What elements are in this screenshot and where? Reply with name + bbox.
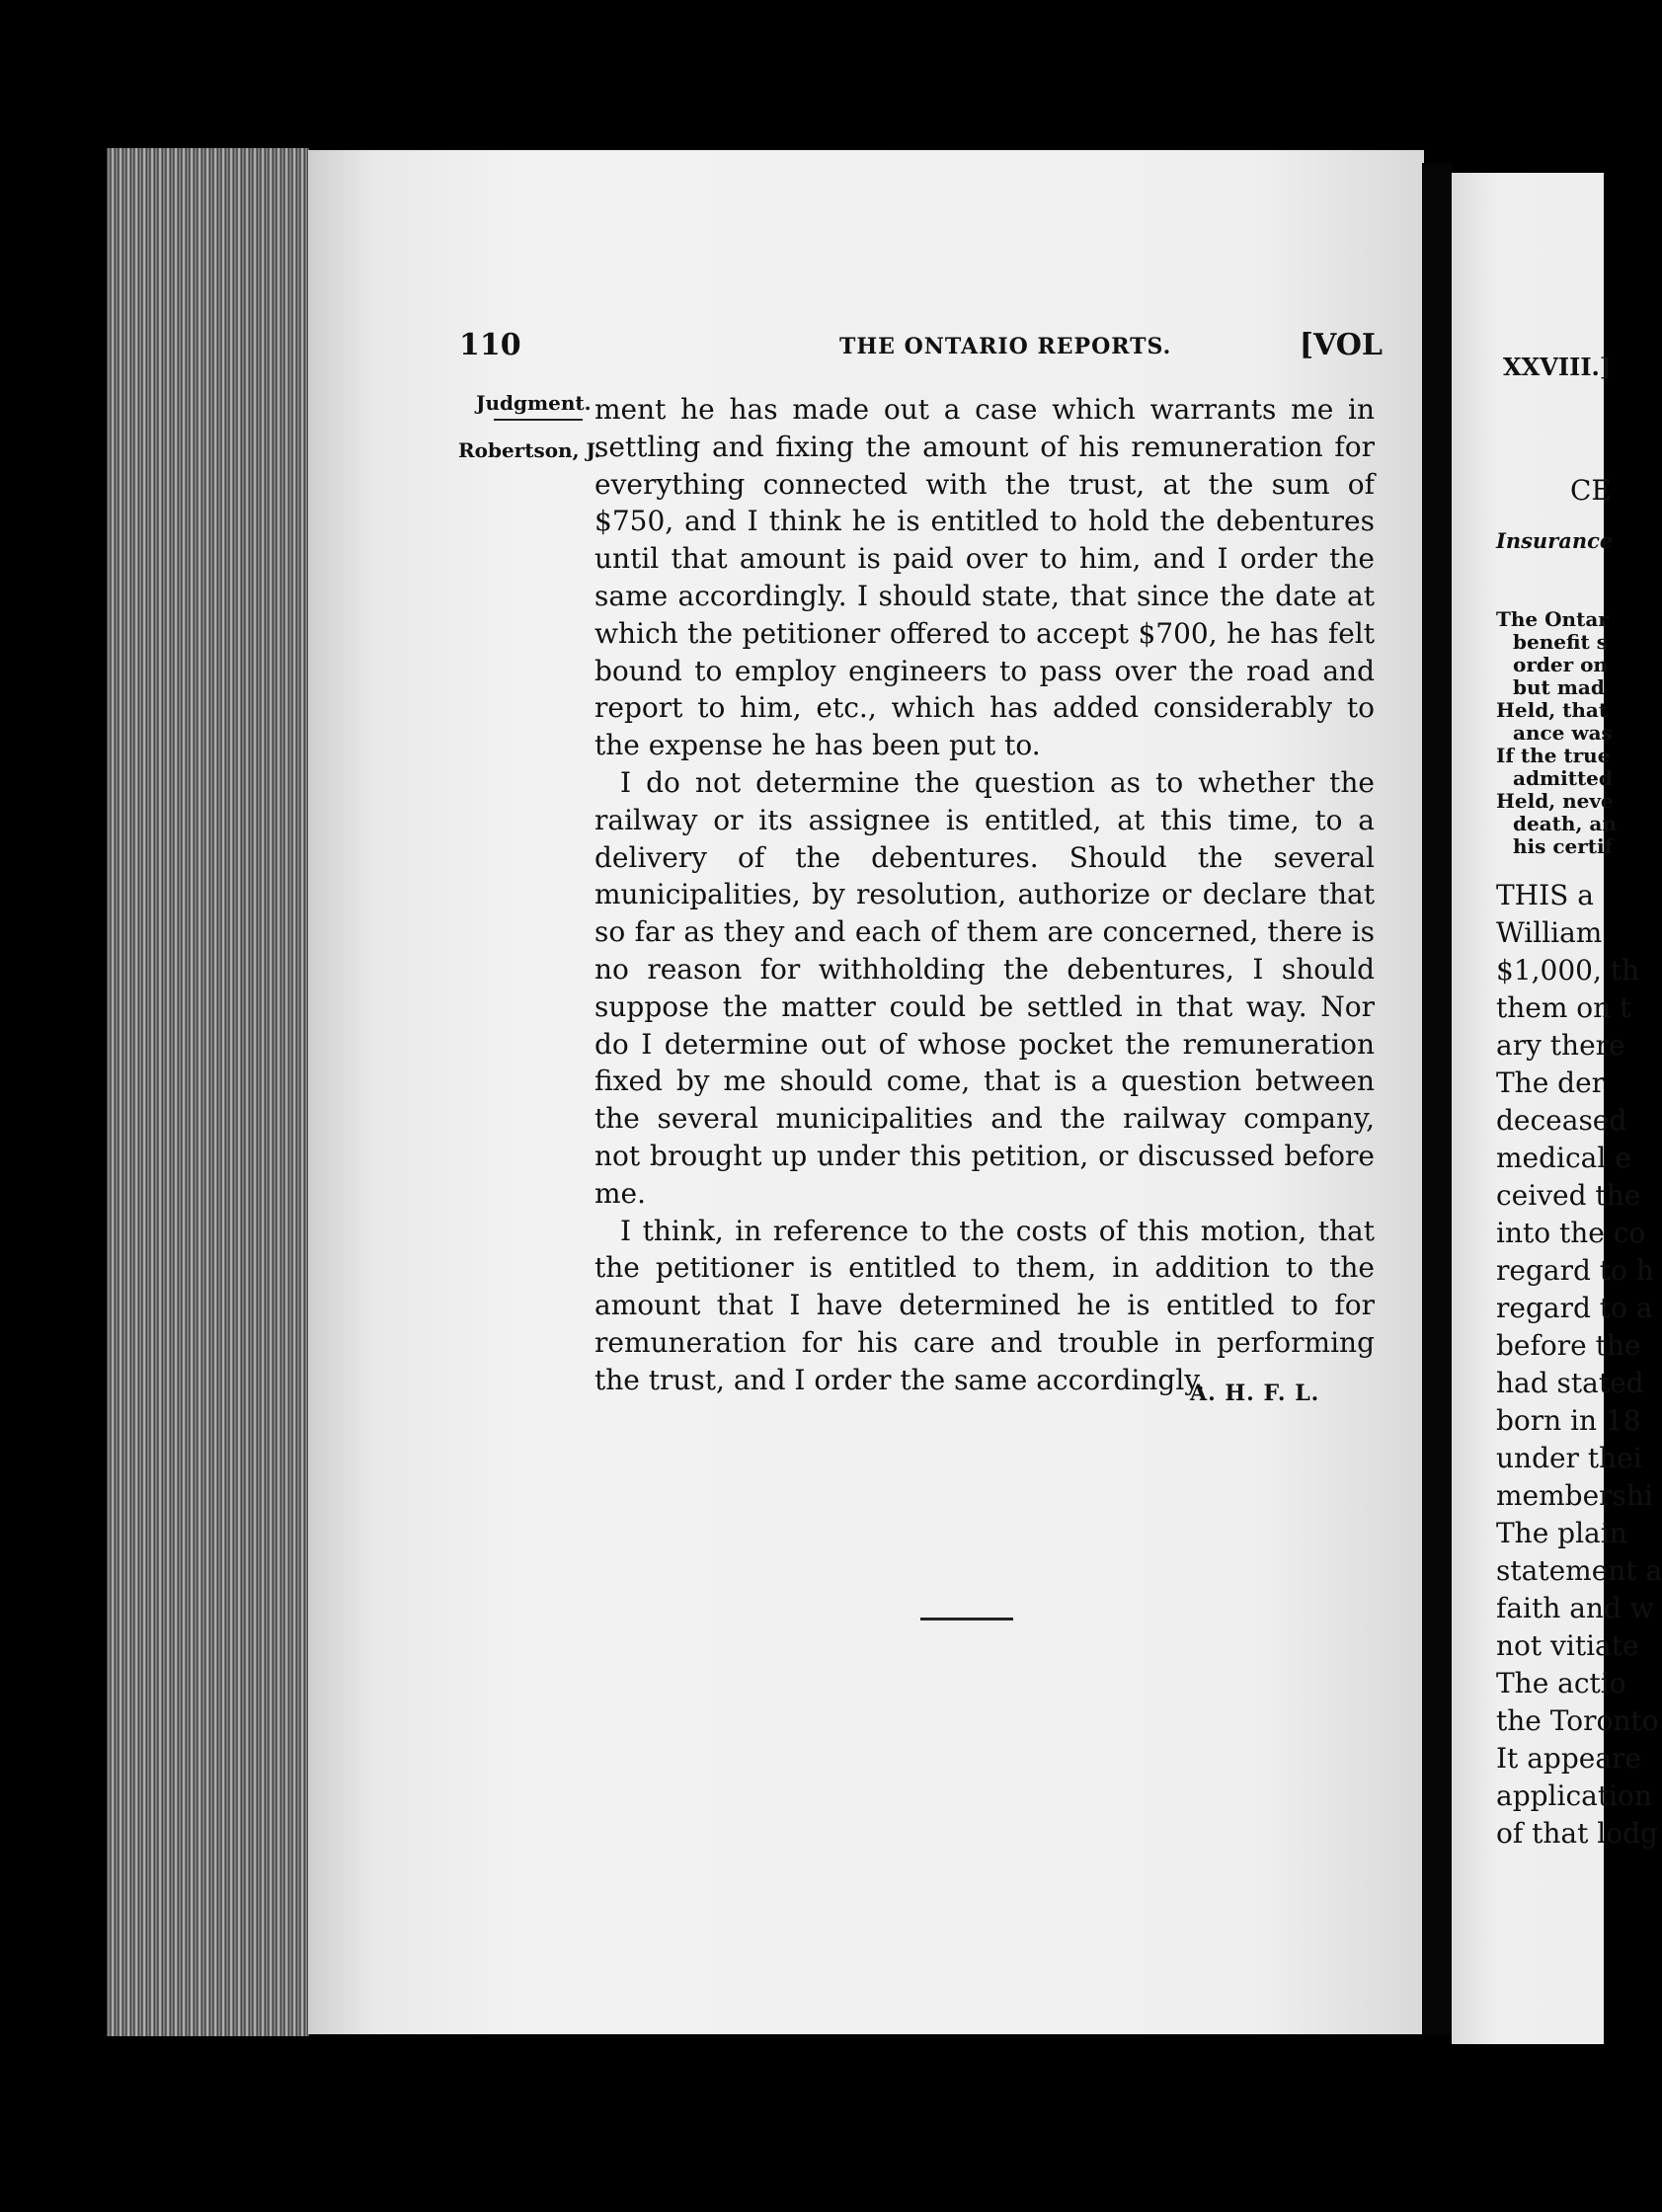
right-page-line: but mad <box>1513 675 1605 699</box>
right-page-line: born in 18 <box>1496 1404 1641 1437</box>
right-page-line: ance was <box>1513 721 1613 745</box>
right-page-line: CE <box>1570 474 1612 507</box>
right-page-line: the Toronto <box>1496 1704 1659 1737</box>
right-page-line: Held, that <box>1496 698 1609 722</box>
paragraph-1: ment he has made out a case which warrants me in settling and fixing the amount of his remuneration for everything connected with the trust, at the sum of $750, and I think he is entitled to hold the debentures until that amount is paid over to him, and I order the same accordingly. I should state, that since the date at which the petitioner offered to accept $700, he has felt bound to employ engineers to pass over the road and report to him, etc., which has added considerably to the expense he has been put to. <box>594 393 1375 762</box>
right-page-line: The actio <box>1496 1667 1626 1699</box>
right-page-line: before the <box>1496 1329 1641 1362</box>
margin-rule <box>494 419 583 421</box>
right-page-line: regard to a <box>1496 1292 1653 1324</box>
page-header <box>459 328 1383 371</box>
paragraph-2: I do not determine the question as to whether the railway or its assignee is entitled, at this time, to a delivery of the debentures. Should the several municipalities, by resolution, authorize or declare that so far as they and each of them are concerned, there is no reason for withholding the debentures, I should suppose the matter could be settled in that way. Nor do I determine out of whose pocket the remuneration fixed by me should come, that is a question between the several municipalities and the railway company, not brought up under this petition, or discussed before me. <box>594 765 1375 1210</box>
right-page-line: had stated <box>1496 1367 1644 1399</box>
right-page-line: Held, neve <box>1496 789 1614 813</box>
right-page-line: deceased <box>1496 1104 1627 1137</box>
right-page-line: William <box>1496 916 1603 949</box>
right-page-line: not vitiate <box>1496 1629 1639 1662</box>
right-page-line: faith and w <box>1496 1592 1654 1624</box>
right-page-line: XXVIII.] <box>1503 353 1612 381</box>
right-page-line: The der <box>1496 1066 1606 1099</box>
right-page-column <box>1452 173 1662 2044</box>
right-page-line: The plain <box>1496 1517 1627 1549</box>
margin-note-judge: Robertson, J. <box>458 438 601 462</box>
right-page-line: order on <box>1513 653 1608 676</box>
section-divider <box>920 1618 1013 1620</box>
right-page-line: them on t <box>1496 991 1631 1024</box>
right-page-line: membershi <box>1496 1479 1653 1512</box>
reporter-signature: A. H. F. L. <box>1190 1381 1320 1406</box>
right-page-line: his certif <box>1513 834 1614 858</box>
volume-mark: [VOL <box>1299 328 1383 362</box>
right-page-line: death, an <box>1513 812 1617 835</box>
right-page-line: into the co <box>1496 1217 1646 1249</box>
right-page-line: THIS a <box>1496 879 1594 911</box>
right-page-line: ceived the <box>1496 1179 1641 1212</box>
page-number: 110 <box>459 328 521 362</box>
right-page-line: admitted <box>1513 766 1613 790</box>
right-page-line: of that lodg <box>1496 1817 1658 1850</box>
margin-note-judgment: Judgment. <box>476 391 592 415</box>
right-page-line: ary there <box>1496 1029 1625 1062</box>
book-page-edges <box>107 148 309 2036</box>
right-page-line: medical e <box>1496 1142 1631 1174</box>
right-page-line: If the true <box>1496 744 1611 767</box>
right-page-line: It appeare <box>1496 1742 1641 1775</box>
right-page-line: benefit s <box>1513 630 1608 654</box>
right-page-line: application <box>1496 1779 1652 1812</box>
book-gutter <box>1422 163 1452 2034</box>
right-page-line: statement a <box>1496 1554 1662 1587</box>
right-page-line: under thei <box>1496 1442 1642 1474</box>
right-page-line: Insurance <box>1496 528 1614 553</box>
running-title: THE ONTARIO REPORTS. <box>839 334 1172 359</box>
paragraph-3: I think, in reference to the costs of this motion, that the petitioner is entitled to them, in addition to the amount that I have determined he is entitled to for remuneration for his care and trouble in performing the trust, and I order the same accordingly. <box>594 1214 1375 1396</box>
right-page-line: $1,000, th <box>1496 954 1640 987</box>
right-page-line: The Ontar <box>1496 607 1609 631</box>
right-page <box>1452 173 1662 2044</box>
right-page-line: regard to h <box>1496 1254 1654 1287</box>
judgment-text <box>594 391 1375 1399</box>
